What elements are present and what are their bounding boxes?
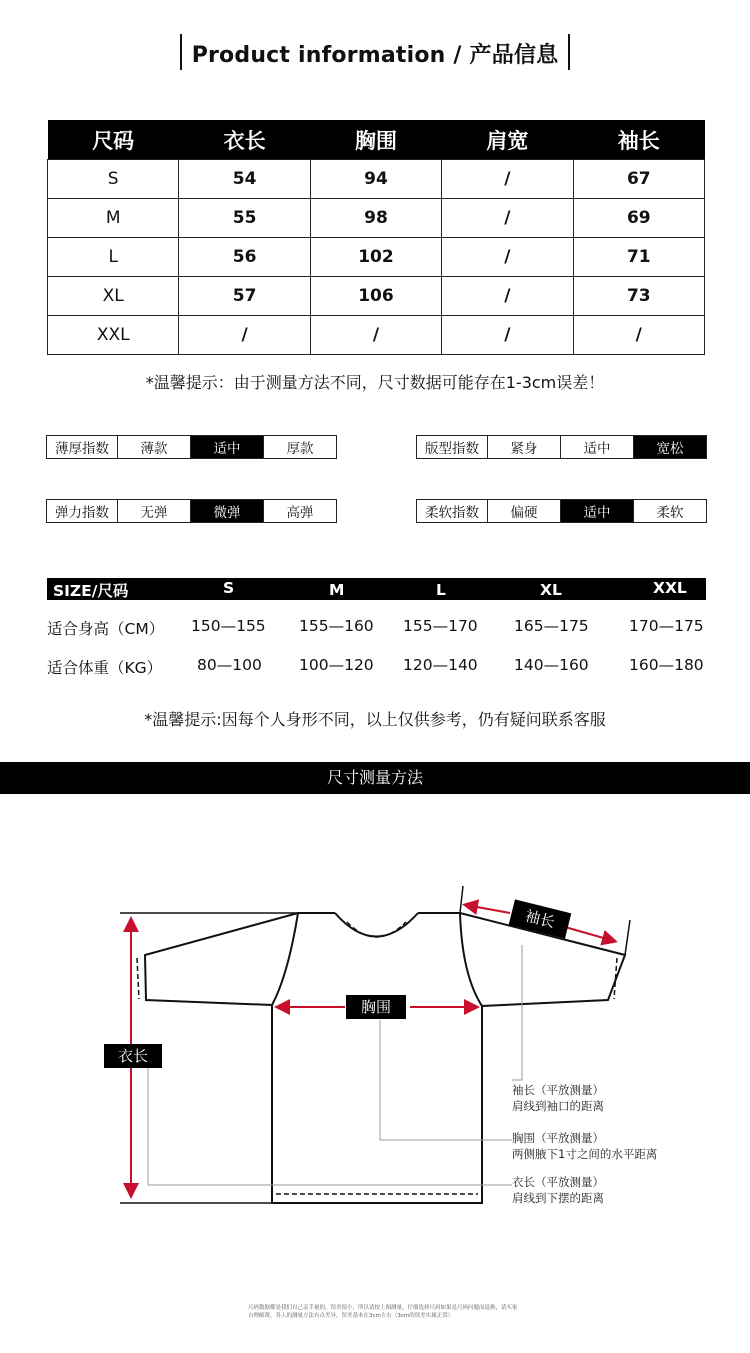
hw-cell: 120—140 — [403, 656, 478, 674]
left-cuff-stitch — [137, 958, 139, 999]
fit-index — [416, 435, 707, 459]
chest-label: 胸围 — [346, 995, 406, 1019]
size-cell: S — [48, 160, 179, 199]
fit-note: *温馨提示:因每个人身形不同，以上仅供参考，仍有疑问联系客服 — [144, 710, 606, 729]
table-cell: / — [573, 316, 704, 355]
page-header — [180, 34, 570, 70]
size-cell: XL — [48, 277, 179, 316]
table-cell: 57 — [179, 277, 310, 316]
table-cell: 94 — [310, 160, 441, 199]
table-cell: 56 — [179, 238, 310, 277]
sleeve-guide-end — [625, 920, 630, 955]
chest-leader — [380, 1020, 512, 1140]
hw-cell: 160—180 — [629, 656, 704, 674]
index-option: 厚款 — [263, 436, 336, 458]
header-cell: 肩宽 — [442, 120, 573, 160]
sleeve-leader — [512, 945, 522, 1080]
index-option: 适中 — [560, 436, 633, 458]
length-leader — [148, 1067, 512, 1185]
annotation-desc: 两侧腋下1寸之间的水平距离 — [512, 1147, 658, 1161]
index-label: 版型指数 — [425, 441, 479, 457]
table-cell: 98 — [310, 199, 441, 238]
index-label: 薄厚指数 — [55, 441, 109, 457]
left-armhole — [272, 913, 298, 1005]
table-cell: / — [442, 238, 573, 277]
hw-cell: 140—160 — [514, 656, 589, 674]
hw-header-cell: XXL — [653, 579, 687, 597]
hw-row-label: 适合身高（CM） — [47, 620, 165, 638]
table-row — [48, 199, 705, 238]
index-option: 无弹 — [117, 500, 190, 522]
table-cell: 106 — [310, 277, 441, 316]
table-cell: 71 — [573, 238, 704, 277]
header-cell: 袖长 — [573, 120, 704, 160]
page-title: Product information / 产品信息 — [191, 43, 559, 68]
hw-header-cell: L — [436, 581, 446, 599]
hw-cell: 80—100 — [197, 656, 262, 674]
tshirt-diagram — [0, 860, 750, 1220]
table-cell: / — [310, 316, 441, 355]
table-cell: / — [442, 199, 573, 238]
annotation-title: 胸围（平放测量） — [512, 1131, 604, 1145]
index-option: 薄款 — [117, 436, 190, 458]
index-option: 偏硬 — [487, 500, 560, 522]
hw-cell: 165—175 — [514, 617, 589, 635]
header-cell: 尺码 — [48, 120, 179, 160]
hw-row-height — [47, 617, 727, 637]
hw-row-weight — [47, 656, 727, 676]
hw-row-label: 适合体重（KG） — [47, 659, 163, 677]
chest-annotation — [512, 1130, 657, 1162]
measurement-banner: 尺寸测量方法 — [0, 762, 750, 794]
hw-cell: 170—175 — [629, 617, 704, 635]
index-option: 柔软 — [633, 500, 706, 522]
annotation-desc: 肩线到袖口的距离 — [512, 1099, 604, 1113]
index-option: 紧身 — [487, 436, 560, 458]
table-cell: 102 — [310, 238, 441, 277]
index-label: 弹力指数 — [55, 505, 109, 521]
hw-header-cell: S — [223, 579, 235, 597]
hw-cell: 155—170 — [403, 617, 478, 635]
table-cell: / — [179, 316, 310, 355]
header-cell: 胸围 — [310, 120, 441, 160]
index-label: 柔软指数 — [425, 505, 479, 521]
thickness-index — [46, 435, 337, 459]
hw-cell: 100—120 — [299, 656, 374, 674]
table-row — [48, 277, 705, 316]
table-cell: 69 — [573, 199, 704, 238]
table-cell: 55 — [179, 199, 310, 238]
hw-table-header — [47, 578, 706, 600]
table-cell: / — [442, 277, 573, 316]
measurement-note: *温馨提示：由于测量方法不同，尺寸数据可能存在1-3cm误差！ — [145, 373, 605, 392]
hw-header-cell: SIZE/尺码 — [53, 582, 129, 600]
length-annotation — [512, 1174, 604, 1206]
sleeve-annotation — [512, 1082, 604, 1114]
sleeve-arrow-left — [466, 905, 510, 913]
index-option-selected: 微弹 — [190, 500, 263, 522]
table-cell: 54 — [179, 160, 310, 199]
annotation-title: 衣长（平放测量） — [512, 1175, 604, 1189]
softness-index — [416, 499, 707, 523]
header-cell: 衣长 — [179, 120, 310, 160]
table-row — [48, 316, 705, 355]
shirt-collar-stitch — [347, 922, 406, 937]
table-row — [48, 160, 705, 199]
hw-header-cell: XL — [540, 581, 562, 599]
sleeve-guide-top — [460, 886, 463, 913]
elasticity-index — [46, 499, 337, 523]
hw-cell: 155—160 — [299, 617, 374, 635]
index-option-selected: 适中 — [560, 500, 633, 522]
table-cell: / — [442, 160, 573, 199]
table-row — [48, 238, 705, 277]
table-cell: 73 — [573, 277, 704, 316]
index-option: 高弹 — [263, 500, 336, 522]
size-table — [47, 120, 705, 355]
size-cell: M — [48, 199, 179, 238]
size-cell: XXL — [48, 316, 179, 355]
annotation-title: 袖长（平放测量） — [512, 1083, 604, 1097]
size-cell: L — [48, 238, 179, 277]
shirt-collar — [335, 913, 418, 937]
right-armhole — [460, 913, 482, 1006]
table-cell: / — [442, 316, 573, 355]
annotation-desc: 肩线到下摆的距离 — [512, 1191, 604, 1205]
size-table-header — [48, 120, 705, 160]
sleeve-label: 袖长 — [509, 899, 572, 938]
index-option-selected: 适中 — [190, 436, 263, 458]
hw-header-cell: M — [329, 581, 345, 599]
footnote: 尺码数据都是我们自己亲手量的，误差很小，所以请按上图测量，仔细选择尺码如果是尺码问题而退换，请买家自理邮费，各人的测量方法有点差异，误差基本在3cm左右（3cm的误差实属正常） — [248, 1305, 518, 1319]
index-option-selected: 宽松 — [633, 436, 706, 458]
length-label: 衣长 — [104, 1044, 162, 1068]
hw-cell: 150—155 — [191, 617, 266, 635]
sleeve-arrow-right — [565, 927, 614, 941]
header-right-bar — [568, 34, 570, 70]
table-cell: 67 — [573, 160, 704, 199]
